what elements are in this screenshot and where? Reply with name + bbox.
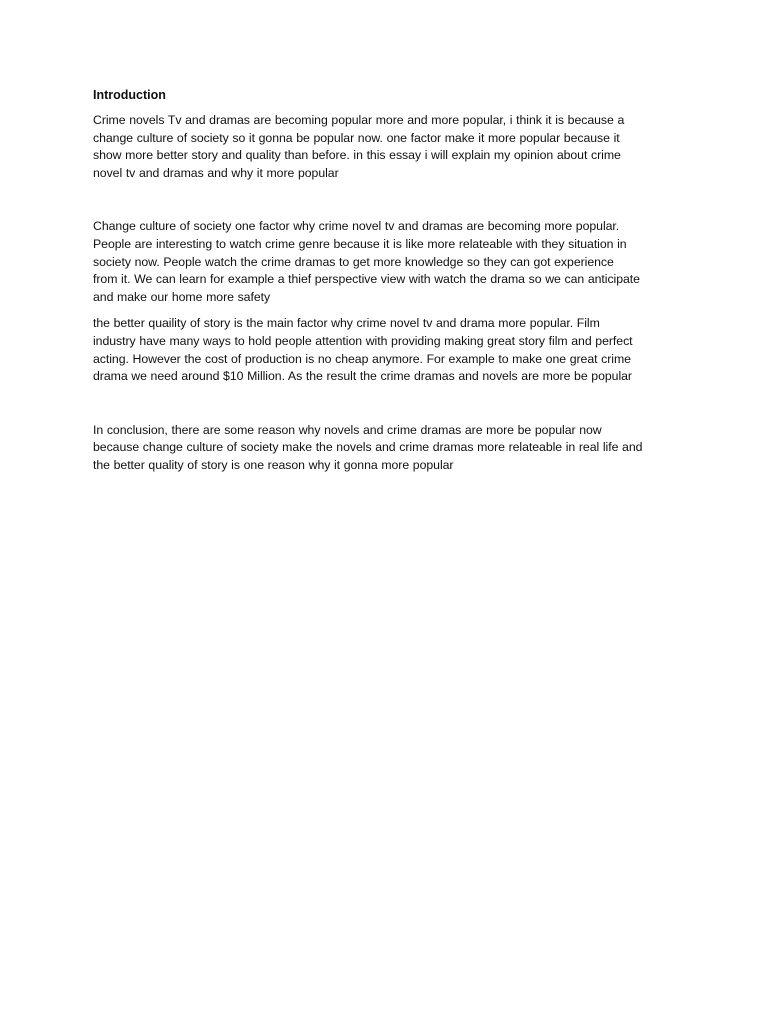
paragraph-line: change culture of society so it gonna be popular now. one factor make it more popular because it [93,130,620,145]
paragraph-line: Crime novels Tv and dramas are becoming popular more and more popular, i think it is because a [93,113,625,127]
paragraph-line: novel tv and dramas and why it more popular [93,165,339,180]
paragraph-line: industry have many ways to hold people attention with providing making great story film and perfect [93,333,633,348]
paragraph-line: from it. We can learn for example a thief perspective view with watch the drama so we can anticipate [93,272,640,287]
essay-heading: Introduction [93,88,166,102]
paragraph-line: drama we need around $10 Million. As the result the crime dramas and novels are more be popular [93,369,632,384]
paragraph-line: the better quality of story is one reason why it gonna more popular [93,457,454,472]
paragraph-line: because change culture of society make the novels and crime dramas more relateable in real life and [93,440,643,455]
essay-content [93,86,683,475]
paragraph-line: Change culture of society one factor why crime novel tv and dramas are becoming more popular. [93,219,620,234]
paragraph-spacer [93,306,683,315]
paragraph-culture [93,218,683,306]
paragraph-spacer [93,386,683,422]
paragraph-introduction [93,112,683,182]
paragraph-line: People are interesting to watch crime genre because it is like more relateable with they situation in [93,236,627,251]
paragraph-line: the better quaility of story is the main factor why crime novel tv and drama more popular. Film [93,316,600,331]
paragraph-line: acting. However the cost of production is no cheap anymore. For example to make one great crime [93,351,631,366]
paragraph-line: and make our home more safety [93,289,271,304]
paragraph-line: show more better story and quality than before. in this essay i will explain my opinion about crime [93,148,621,163]
paragraph-quality [93,315,683,385]
paragraph-spacer [93,182,683,218]
paragraph-line: society now. People watch the crime dramas to get more knowledge so they can got experience [93,254,614,269]
paragraph-line: In conclusion, there are some reason why novels and crime dramas are more be popular now [93,422,602,437]
paragraph-conclusion [93,422,683,475]
